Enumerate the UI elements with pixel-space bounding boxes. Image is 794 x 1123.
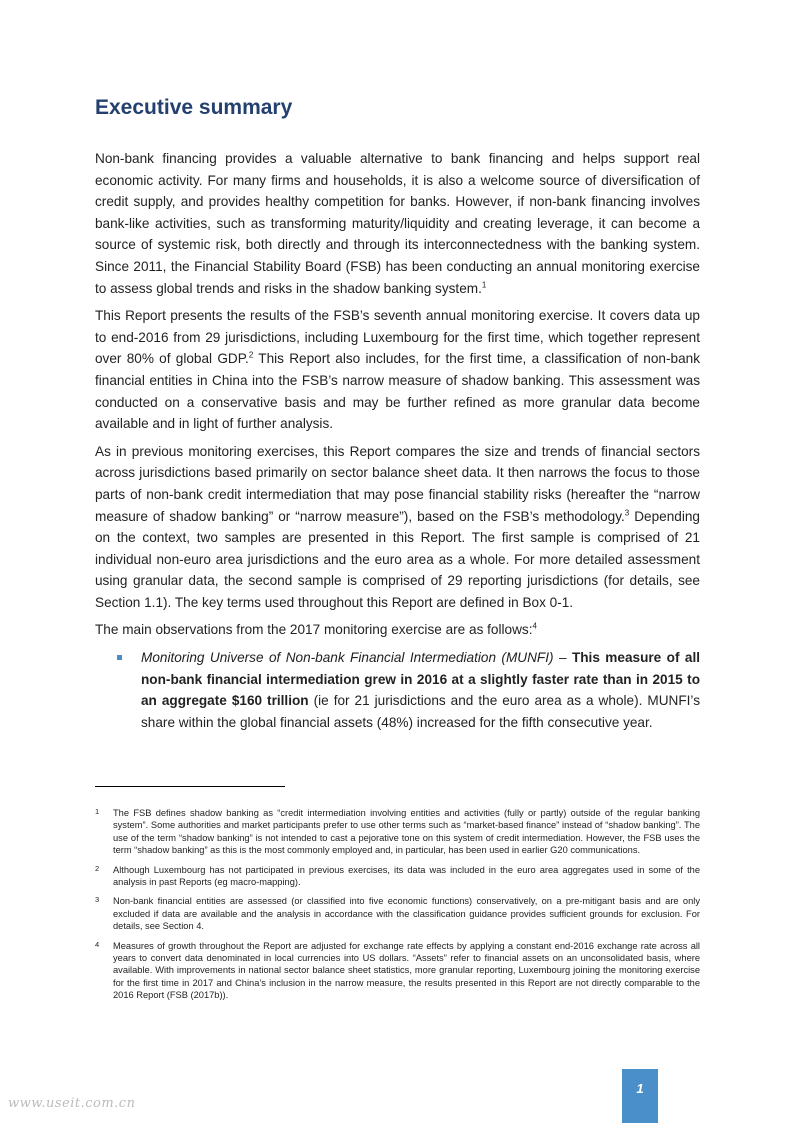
footnote-text: Non-bank financial entities are assessed (or classified into five economic functions) conservatively, on a pre-mitigant basis and are only excluded if data are available and the analysis in accordance with the classification guidance provides sufficient grounds for exclusion. For details, see Section 4. <box>113 896 700 932</box>
footnote-number: 3 <box>95 895 100 905</box>
paragraph <box>95 305 700 435</box>
paragraph-text: The main observations from the 2017 monitoring exercise are as follows: <box>95 622 533 638</box>
paragraph <box>95 441 700 614</box>
footnote <box>95 807 700 857</box>
paragraph-text: Depending on the context, two samples are presented in this Report. The first sample is comprised of 21 individual non-euro area jurisdictions and the euro area as a whole. For more detailed assessment using granular data, the second sample is comprised of 29 reporting jurisdictions (for details, see Section 1.1). The key terms used throughout this Report are defined in Box 0-1. <box>95 508 700 610</box>
watermark: www.useit.com.cn <box>8 1096 136 1111</box>
paragraph-text: As in previous monitoring exercises, this Report compares the size and trends of financial sectors across jurisdictions based primarily on sector balance sheet data. It then narrows the focus to those parts of non-bank credit intermediation that may pose financial stability risks (hereafter the “narrow measure of shadow banking” or “narrow measure”), based on the FSB’s methodology. <box>95 443 700 524</box>
footnote-text: Measures of growth throughout the Report are adjusted for exchange rate effects by applying a constant end-2016 exchange rate across all years to convert data denominated in local currencies into US dollars. “Assets” refer to financial assets on an unconsolidated basis, where available. With improvements in national sector balance sheet statistics, more granular reporting, Luxembourg joining the monitoring exercise for the first time in 2017 and China’s inclusion in the narrow measure, the results presented in this Report are not directly comparable to the 2016 Report (FSB (2017b)). <box>113 940 700 1001</box>
footnote-ref[interactable]: 4 <box>532 621 537 631</box>
page-number: 1 <box>622 1069 658 1123</box>
paragraph <box>95 148 700 299</box>
page-title: Executive summary <box>95 96 293 119</box>
bullet-text: (ie for 21 jurisdictions and the euro area as a whole). MUNFI’s share within the global financial assets (48%) increased for the fifth consecutive year. <box>141 693 700 730</box>
paragraph <box>95 619 700 641</box>
footnote-number: 1 <box>95 807 100 816</box>
footnote-ref[interactable]: 1 <box>481 280 487 290</box>
footnote <box>95 895 700 932</box>
body-text <box>95 148 700 739</box>
bullet-italic: Monitoring Universe of Non-bank Financial Intermediation (MUNFI) <box>141 650 554 666</box>
paragraph-text: This Report also includes, for the first time, a classification of non-bank financial entities in China into the FSB’s narrow measure of shadow banking. This assessment was conducted on a conservative basis and may be further refined as more granular data become available and in light of further analysis. <box>95 351 700 432</box>
paragraph-text: This Report presents the results of the FSB’s seventh annual monitoring exercise. It covers data up to end-2016 from 29 jurisdictions, including Luxembourg for the first time, which together represent over 80% of global GDP. <box>95 308 700 367</box>
footnote <box>95 864 700 889</box>
footnotes <box>95 807 700 1009</box>
paragraph-text: Non-bank financing provides a valuable alternative to bank financing and helps support real economic activity. For many firms and households, it is also a welcome source of diversification of credit supply, and provides healthy competition for banks. However, if non-bank financing involves bank-like activities, such as transforming maturity/liquidity and creating leverage, it can become a source of systemic risk, both directly and through its interconnectedness with the banking system. Since 2011, the Financial Stability Board (FSB) has been conducting an annual monitoring exercise to assess global trends and risks in the shadow banking system. <box>95 151 700 296</box>
footnote-number: 4 <box>95 939 100 949</box>
footnote-text: The FSB defines shadow banking as “credit intermediation involving entities and activities (fully or partly) outside of the regular banking system”. Some authorities and market participants prefer to use other terms such as “market-based finance” instead of “shadow banking”. The use of the term “shadow banking” is not intended to cast a pejorative tone on this system of credit intermediation. However, the FSB uses the term “shadow banking” as this is the most commonly employed and, in particular, has been used in earlier G20 communications. <box>113 808 700 856</box>
bullet-bold: This measure of all non-bank financial intermediation grew in 2016 at a slightly faster rate than in 2015 to an aggregate $160 trillion <box>141 650 700 709</box>
bullet-dash: – <box>553 650 572 666</box>
footnote <box>95 940 700 1002</box>
footnote-number: 2 <box>95 863 100 873</box>
footnote-ref[interactable]: 3 <box>624 507 630 517</box>
bullet-square-icon <box>117 655 122 660</box>
footnote-separator <box>95 786 285 787</box>
footnote-ref[interactable]: 2 <box>248 350 254 360</box>
footnote-text: Although Luxembourg has not participated in previous exercises, its data was included in the euro area aggregates used in some of the analysis in past Reports (eg macro-mapping). <box>113 864 700 888</box>
bullet-item <box>95 647 700 733</box>
